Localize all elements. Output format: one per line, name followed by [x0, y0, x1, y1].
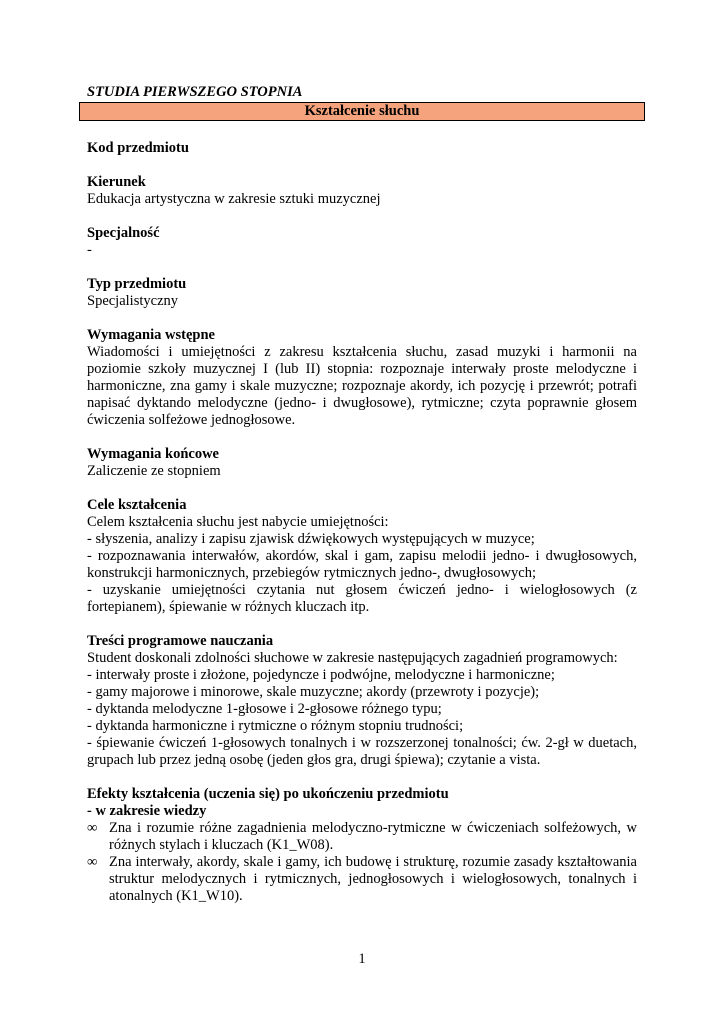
list-item: [87, 820, 637, 854]
wymagania-koncowe-label: Wymagania końcowe: [87, 446, 219, 462]
study-level-heading: STUDIA PIERWSZEGO STOPNIA: [87, 84, 303, 100]
list-item: [87, 854, 637, 905]
section-cele: [87, 497, 637, 616]
list-item: - uzyskanie umiejętności czytania nut głosem ćwiczeń jedno- i wielogłosowych (z fortepianem), śpiewanie w różnych kluczach itp.: [87, 582, 637, 615]
tresci-intro: Student doskonali zdolności słuchowe w zakresie następujących zagadnień programowych:: [87, 650, 618, 666]
list-item: - dyktanda harmoniczne i rytmiczne o różnym stopniu trudności;: [87, 718, 464, 734]
typ-label: Typ przedmiotu: [87, 276, 187, 292]
wymagania-wstepne-label: Wymagania wstępne: [87, 327, 215, 343]
efekty-item-text: Zna i rozumie różne zagadnienia melodyczno-rytmiczne w ćwiczeniach solfeżowych, w różnych stylach i kluczach (K1_W08).: [109, 820, 637, 853]
tresci-label: Treści programowe nauczania: [87, 633, 274, 649]
wymagania-koncowe-value: Zaliczenie ze stopniem: [87, 463, 221, 479]
list-item: - interwały proste i złożone, pojedyncze i podwójne, melodyczne i harmoniczne;: [87, 667, 555, 683]
typ-value: Specjalistyczny: [87, 293, 179, 309]
section-kod: [87, 140, 637, 157]
efekty-item-text: Zna interwały, akordy, skale i gamy, ich budowę i strukturę, rozumie zasady kształtowania struktur melodycznych i rytmicznych, jednogłosowych i wielogłosowych, tonalnych i atonalnych (K1_W10).: [109, 854, 637, 904]
section-specjalnosc: [87, 225, 637, 259]
list-item: - śpiewanie ćwiczeń 1-głosowych tonalnych i w rozszerzonej tonalności; ćw. 2-gł w duetach, grupach lub przez jedną osobę (jeden głos gra, drugi śpiewa); czytanie a vista.: [87, 735, 637, 768]
list-item: - gamy majorowe i minorowe, skale muzyczne; akordy (przewroty i pozycje);: [87, 684, 540, 700]
infinity-bullet-icon: ∞: [87, 854, 98, 870]
specjalnosc-value: -: [87, 242, 92, 258]
course-title-bar: Kształcenie słuchu: [79, 102, 645, 121]
list-item: - rozpoznawania interwałów, akordów, skal i gam, zapisu melodii jedno- i dwugłosowych, konstrukcji harmonicznych, przebiegów rytmicznych jedno-, dwugłosowych;: [87, 548, 637, 581]
section-efekty: [87, 786, 637, 905]
section-tresci: [87, 633, 637, 769]
section-kierunek: [87, 174, 637, 208]
infinity-bullet-icon: ∞: [87, 820, 98, 836]
efekty-label: Efekty kształcenia (uczenia się) po ukończeniu przedmiotu: [87, 786, 449, 802]
list-item: - słyszenia, analizy i zapisu zjawisk dźwiękowych występujących w muzyce;: [87, 531, 535, 547]
cele-label: Cele kształcenia: [87, 497, 187, 513]
section-wymagania-koncowe: [87, 446, 637, 480]
document-page: [87, 84, 637, 905]
section-typ: [87, 276, 637, 310]
list-item: - dyktanda melodyczne 1-głosowe i 2-głosowe różnego typu;: [87, 701, 442, 717]
page-number: 1: [358, 951, 366, 967]
wymagania-wstepne-text: Wiadomości i umiejętności z zakresu kształcenia słuchu, zasad muzyki i harmonii na poziomie szkoły muzycznej I (lub II) stopnia: rozpoznaje interwały proste melodyczne i harmoniczne, zna gamy i skale muzyczne; rozpoznaje akordy, ich pozycję i przewrót; potrafi napisać dyktando melodyczne (jedno- i dwugłosowe), rytmiczne; czyta poprawnie głosem ćwiczenia solfeżowe jednogłosowe.: [87, 344, 637, 428]
kierunek-value: Edukacja artystyczna w zakresie sztuki muzycznej: [87, 191, 381, 207]
kod-label: Kod przedmiotu: [87, 140, 189, 156]
kierunek-label: Kierunek: [87, 174, 146, 190]
section-wymagania-wstepne: [87, 327, 637, 429]
cele-intro: Celem kształcenia słuchu jest nabycie umiejętności:: [87, 514, 389, 530]
efekty-sublabel: - w zakresie wiedzy: [87, 803, 207, 819]
specjalnosc-label: Specjalność: [87, 225, 160, 241]
